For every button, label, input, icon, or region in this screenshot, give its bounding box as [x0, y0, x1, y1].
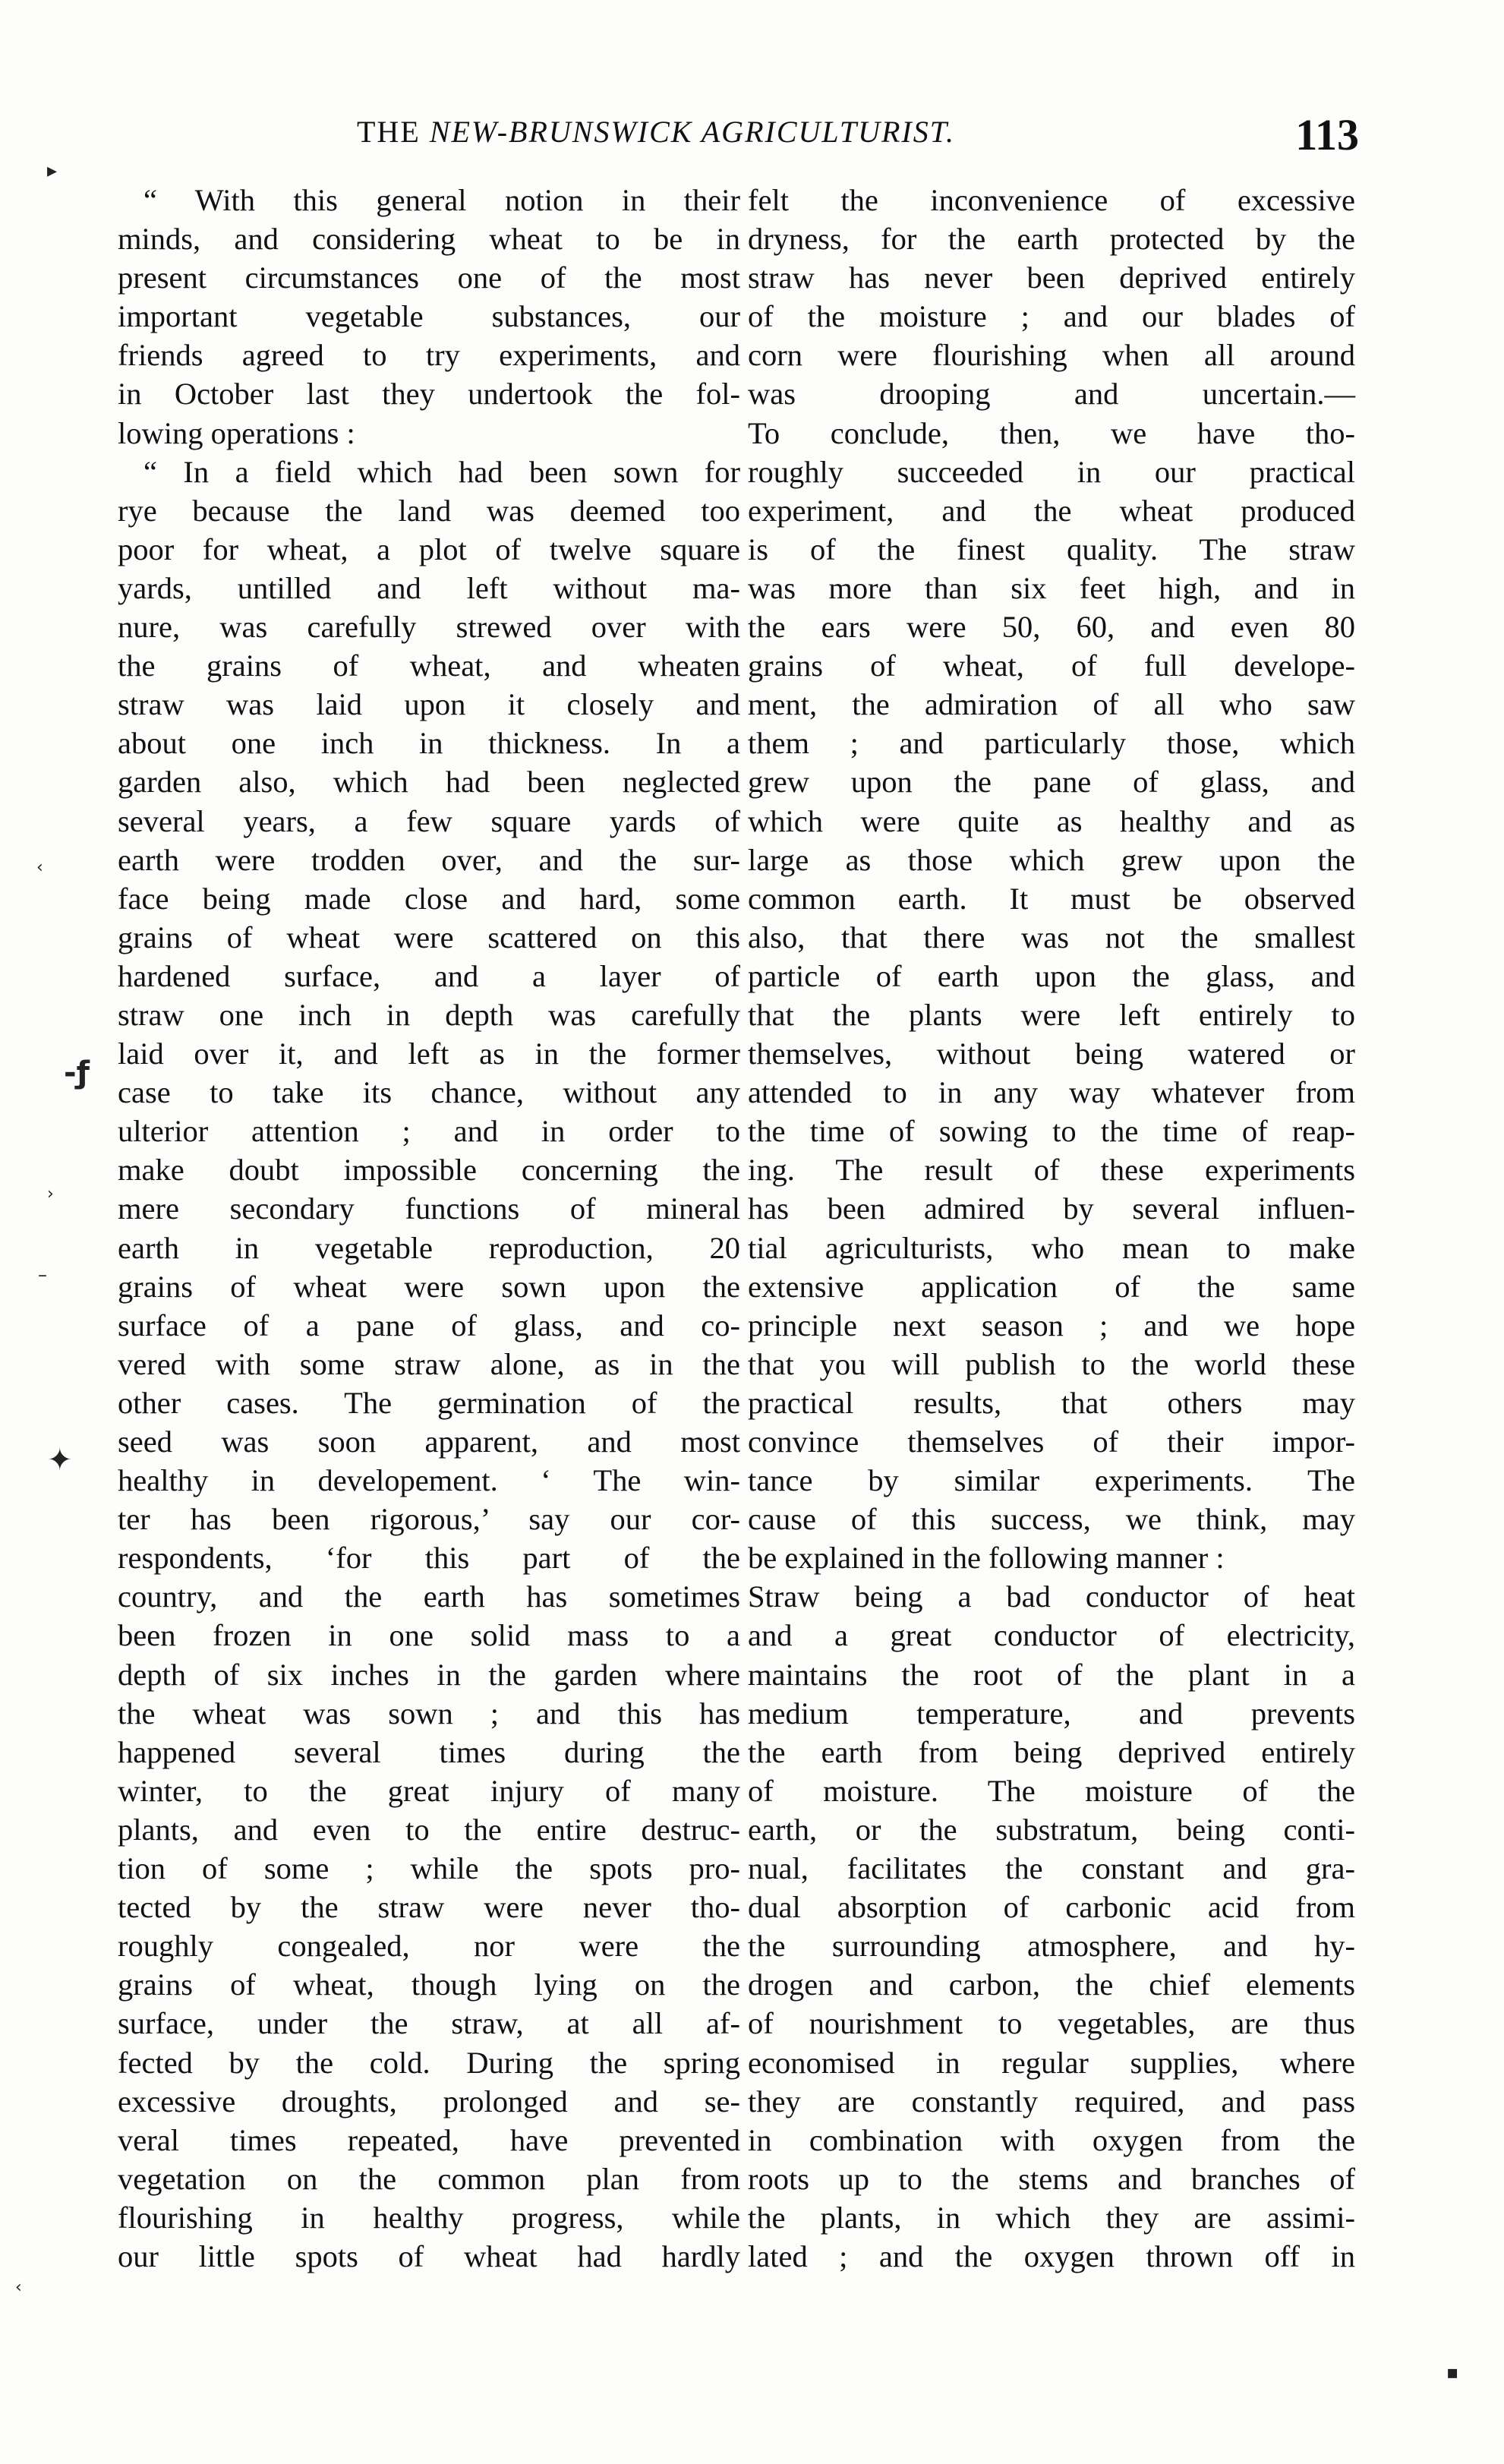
journal-title-rest: NEW-BRUNSWICK AGRICULTURIST. — [420, 115, 955, 149]
text-line: grains of wheat were sown upon the — [118, 1269, 740, 1304]
text-line: vered with some straw alone, as in the — [118, 1346, 740, 1381]
text-line: of the moisture ; and our blades of — [748, 299, 1355, 334]
text-line: tected by the straw were never tho- — [118, 1890, 740, 1925]
text-line: lated ; and the oxygen thrown off in — [748, 2238, 1355, 2273]
margin-arrow-mark: ▸ — [47, 159, 58, 182]
text-line: about one inch in thickness. In a — [118, 726, 740, 761]
text-line: tance by similar experiments. The — [748, 1463, 1355, 1498]
text-line: earth in vegetable reproduction, 20 — [118, 1230, 740, 1265]
page-number: 113 — [1295, 110, 1359, 159]
text-line: the wheat was sown ; and this has — [118, 1696, 740, 1730]
text-line: Straw being a bad conductor of heat — [748, 1579, 1355, 1614]
text-line: the grains of wheat, and wheaten — [118, 648, 740, 683]
margin-tick-mark-3: ‹ — [15, 2278, 22, 2297]
text-line: minds, and considering wheat to be in — [118, 222, 740, 257]
text-line: grains of wheat, of full develope- — [748, 648, 1355, 683]
text-line: the ears were 50, 60, and even 80 — [748, 610, 1355, 645]
margin-tick-mark-2: › — [47, 1185, 54, 1204]
margin-cross-mark: ✦ — [47, 1443, 73, 1478]
text-line: maintains the root of the plant in a — [748, 1657, 1355, 1692]
text-line: face being made close and hard, some — [118, 881, 740, 916]
text-column-left — [118, 181, 740, 2276]
text-line: that you will publish to the world these — [748, 1346, 1355, 1381]
text-line: ter has been rigorous,’ say our cor- — [118, 1502, 740, 1537]
text-line: straw one inch in depth was carefully — [118, 997, 740, 1032]
text-line: the surrounding atmosphere, and hy- — [748, 1929, 1355, 1964]
text-line: present circumstances one of the most — [118, 260, 740, 295]
text-line: earth were trodden over, and the sur- — [118, 842, 740, 877]
text-line: tion of some ; while the spots pro- — [118, 1851, 740, 1886]
text-line: our little spots of wheat had hardly — [118, 2238, 740, 2273]
text-line: in October last they undertook the fol- — [118, 377, 740, 412]
text-line: garden also, which had been neglected — [118, 765, 740, 800]
text-line: ment, the admiration of all who saw — [748, 687, 1355, 722]
text-line: themselves, without being watered or — [748, 1036, 1355, 1071]
text-line: the earth from being deprived entirely — [748, 1734, 1355, 1769]
text-line: surface of a pane of glass, and co- — [118, 1308, 740, 1342]
text-line: respondents, ‘for this part of the — [118, 1541, 740, 1576]
text-line: seed was soon apparent, and most — [118, 1424, 740, 1459]
journal-title-prefix: THE — [357, 115, 421, 149]
text-line: rye because the land was deemed too — [118, 493, 740, 528]
margin-dash-mark: – — [38, 1264, 47, 1286]
text-line: has been admired by several influen- — [748, 1191, 1355, 1226]
text-line: depth of six inches in the garden where — [118, 1657, 740, 1692]
margin-dot-mark: ▪ — [1446, 2361, 1459, 2383]
text-line: of nourishment to vegetables, are thus — [748, 2006, 1355, 2041]
text-line: mere secondary functions of mineral — [118, 1191, 740, 1226]
text-line: happened several times during the — [118, 1734, 740, 1769]
text-line: important vegetable substances, our — [118, 299, 740, 334]
text-line: experiment, and the wheat produced — [748, 493, 1355, 528]
text-line: “ In a field which had been sown for — [143, 454, 740, 489]
text-line: friends agreed to try experiments, and — [118, 338, 740, 373]
text-line: tial agriculturists, who mean to make — [748, 1230, 1355, 1265]
text-line: roots up to the stems and branches of — [748, 2161, 1355, 2196]
text-line: several years, a few square yards of — [118, 803, 740, 838]
text-line: roughly succeeded in our practical — [748, 454, 1355, 489]
journal-title — [357, 114, 955, 150]
text-line: the time of sowing to the time of reap- — [748, 1114, 1355, 1149]
text-line: cause of this success, we think, may — [748, 1502, 1355, 1537]
text-line: hardened surface, and a layer of — [118, 958, 740, 993]
text-line: be explained in the following manner : — [748, 1541, 1225, 1576]
text-line: other cases. The germination of the — [118, 1385, 740, 1420]
text-line: nure, was carefully strewed over with — [118, 610, 740, 645]
text-line: flourishing in healthy progress, while — [118, 2200, 740, 2235]
text-line: convince themselves of their impor- — [748, 1424, 1355, 1459]
text-line: is of the finest quality. The straw — [748, 532, 1355, 566]
text-line: “ With this general notion in their — [143, 183, 740, 217]
text-line: vegetation on the common plan from — [118, 2161, 740, 2196]
text-line: nual, facilitates the constant and gra- — [748, 1851, 1355, 1886]
text-line: laid over it, and left as in the former — [118, 1036, 740, 1071]
text-column-right — [748, 181, 1355, 2276]
text-line: straw has never been deprived entirely — [748, 260, 1355, 295]
text-line: fected by the cold. During the spring — [118, 2045, 740, 2080]
text-line: yards, untilled and left without ma- — [118, 570, 740, 605]
text-line: felt the inconvenience of excessive — [748, 183, 1355, 217]
text-line: medium temperature, and prevents — [748, 1696, 1355, 1730]
running-head — [357, 110, 1359, 159]
text-line: also, that there was not the smallest — [748, 920, 1355, 954]
text-line: make doubt impossible concerning the — [118, 1153, 740, 1188]
text-line: country, and the earth has sometimes — [118, 1579, 740, 1614]
text-line: poor for wheat, a plot of twelve square — [118, 532, 740, 566]
text-line: roughly congealed, nor were the — [118, 1929, 740, 1964]
text-line: the plants, in which they are assimi- — [748, 2200, 1355, 2235]
text-line: economised in regular supplies, where — [748, 2045, 1355, 2080]
text-line: earth, or the substratum, being conti- — [748, 1812, 1355, 1847]
text-line: ulterior attention ; and in order to — [118, 1114, 740, 1149]
text-line: drogen and carbon, the chief elements — [748, 1967, 1355, 2002]
text-line: extensive application of the same — [748, 1269, 1355, 1304]
text-line: dryness, for the earth protected by the — [748, 222, 1355, 257]
margin-tick-mark: ‹ — [36, 858, 43, 877]
text-line: that the plants were left entirely to — [748, 997, 1355, 1032]
text-line: To conclude, then, we have tho- — [748, 415, 1355, 450]
text-line: common earth. It must be observed — [748, 881, 1355, 916]
text-line: been frozen in one solid mass to a — [118, 1618, 740, 1653]
text-line: them ; and particularly those, which — [748, 726, 1355, 761]
text-line: grains of wheat, though lying on the — [118, 1967, 740, 2002]
text-line: grew upon the pane of glass, and — [748, 765, 1355, 800]
text-line: veral times repeated, have prevented — [118, 2122, 740, 2157]
text-line: straw was laid upon it closely and — [118, 687, 740, 722]
text-line: large as those which grew upon the — [748, 842, 1355, 877]
text-line: attended to in any way whatever from — [748, 1075, 1355, 1110]
text-line: lowing operations : — [118, 415, 355, 450]
text-line: in combination with oxygen from the — [748, 2122, 1355, 2157]
text-line: was drooping and uncertain.— — [748, 377, 1355, 412]
text-line: ing. The result of these experiments — [748, 1153, 1355, 1188]
text-line: grains of wheat were scattered on this — [118, 920, 740, 954]
text-line: winter, to the great injury of many — [118, 1773, 740, 1808]
text-line: plants, and even to the entire destruc- — [118, 1812, 740, 1847]
text-line: was more than six feet high, and in — [748, 570, 1355, 605]
text-line: surface, under the straw, at all af- — [118, 2006, 740, 2041]
text-line: practical results, that others may — [748, 1385, 1355, 1420]
text-line: excessive droughts, prolonged and se- — [118, 2084, 740, 2119]
text-line: they are constantly required, and pass — [748, 2084, 1355, 2119]
text-line: and a great conductor of electricity, — [748, 1618, 1355, 1653]
text-line: which were quite as healthy and as — [748, 803, 1355, 838]
text-line: dual absorption of carbonic acid from — [748, 1890, 1355, 1925]
text-line: principle next season ; and we hope — [748, 1308, 1355, 1342]
margin-bracket-mark: -ƒ — [64, 1055, 90, 1090]
text-line: particle of earth upon the glass, and — [748, 958, 1355, 993]
text-line: healthy in developement. ‘ The win- — [118, 1463, 740, 1498]
text-line: corn were flourishing when all around — [748, 338, 1355, 373]
text-line: case to take its chance, without any — [118, 1075, 740, 1110]
text-line: of moisture. The moisture of the — [748, 1773, 1355, 1808]
